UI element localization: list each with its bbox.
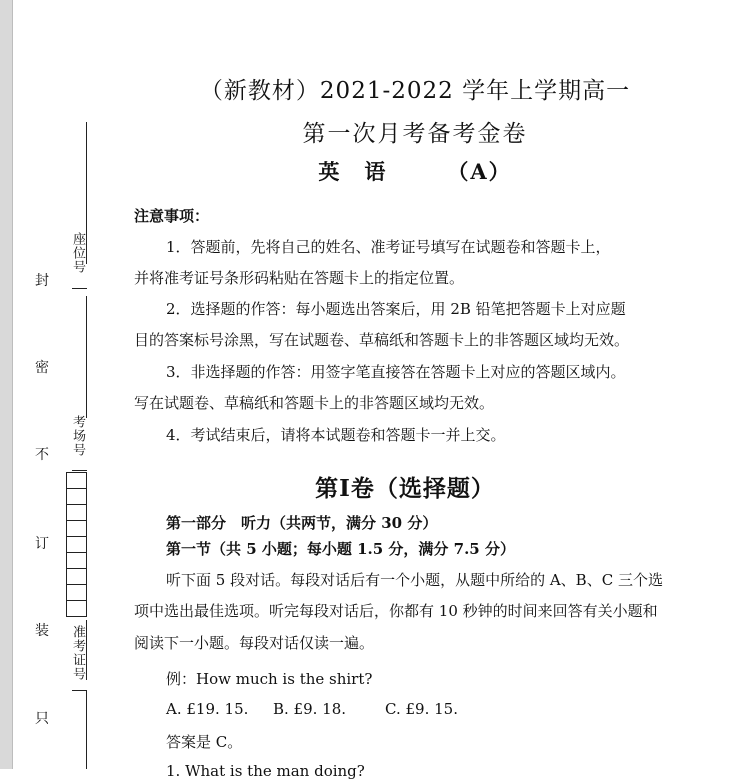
exam-subject-line <box>0 156 750 186</box>
notice-line: 写在试题卷、草稿纸和答题卡上的非答题区域均无效。 <box>134 394 495 412</box>
id-box <box>67 505 87 521</box>
id-box <box>67 585 87 601</box>
exam-id-label: 准考证号 <box>70 625 85 681</box>
seat-number-underline <box>72 288 87 289</box>
notice-line: 4．考试结束后，请将本试题卷和答题卡一并上交。 <box>166 426 506 444</box>
instruction-line: 项中选出最佳选项。听完每段对话后，你都有 10 秒钟的时间来回答有关小题和 <box>134 602 658 620</box>
margin-line-bottom <box>86 690 87 769</box>
seat-number-label: 座位号 <box>70 232 85 274</box>
seal-char: 装 <box>35 623 49 639</box>
instruction-line: 听下面 5 段对话。每段对话后有一个小题，从题中所给的 A、B、C 三个选 <box>166 571 663 589</box>
volume-title: 第Ⅰ卷（选择题） <box>315 475 495 502</box>
exam-room-label: 考场号 <box>70 415 85 457</box>
seal-char: 密 <box>35 360 49 376</box>
example-question: 例：How much is the shirt? <box>166 670 373 688</box>
subject-name: 英 语 <box>318 159 388 184</box>
id-box <box>67 537 87 553</box>
id-box <box>67 553 87 569</box>
seal-char: 封 <box>35 273 49 289</box>
example-option-c: C. £9. 15. <box>385 700 458 718</box>
seal-char: 不 <box>35 447 49 463</box>
margin-line-mid <box>86 296 87 418</box>
notice-heading: 注意事项： <box>134 207 210 225</box>
notice-line: 1．答题前，先将自己的姓名、准考证号填写在试题卷和答题卡上， <box>166 238 611 256</box>
question-1-partial: 1. What is the man doing? <box>166 762 365 780</box>
seal-char: 只 <box>35 711 49 727</box>
example-option-a: A. £19. 15. <box>166 700 249 718</box>
example-answer: 答案是 C。 <box>166 733 243 751</box>
exam-id-underline <box>72 690 87 691</box>
exam-title-line1: （新教材）2021-2022 学年上学期高一 <box>199 78 631 104</box>
notice-line: 3．非选择题的作答：用签字笔直接答在答题卡上对应的答题区域内。 <box>166 363 626 381</box>
notice-line: 并将准考证号条形码粘贴在答题卡上的指定位置。 <box>134 269 465 287</box>
part-title: 第一部分 听力（共两节，满分 30 分） <box>166 514 438 532</box>
seal-char: 订 <box>35 536 49 552</box>
section-title: 第一节（共 5 小题；每小题 1.5 分，满分 7.5 分） <box>166 540 515 558</box>
id-box <box>67 521 87 537</box>
notice-line: 2．选择题的作答：每小题选出答案后，用 2B 铅笔把答题卡上对应题 <box>166 300 626 318</box>
paper-version: （A） <box>447 159 512 184</box>
exam-title-line2: 第一次月考备考金卷 <box>302 121 528 147</box>
id-box <box>67 601 87 617</box>
instruction-line: 阅读下一小题。每段对话仅读一遍。 <box>134 634 375 652</box>
notice-line: 目的答案标号涂黑，写在试题卷、草稿纸和答题卡上的非答题区域均无效。 <box>134 331 630 349</box>
id-box <box>67 569 87 585</box>
example-option-b: B. £9. 18. <box>273 700 347 718</box>
